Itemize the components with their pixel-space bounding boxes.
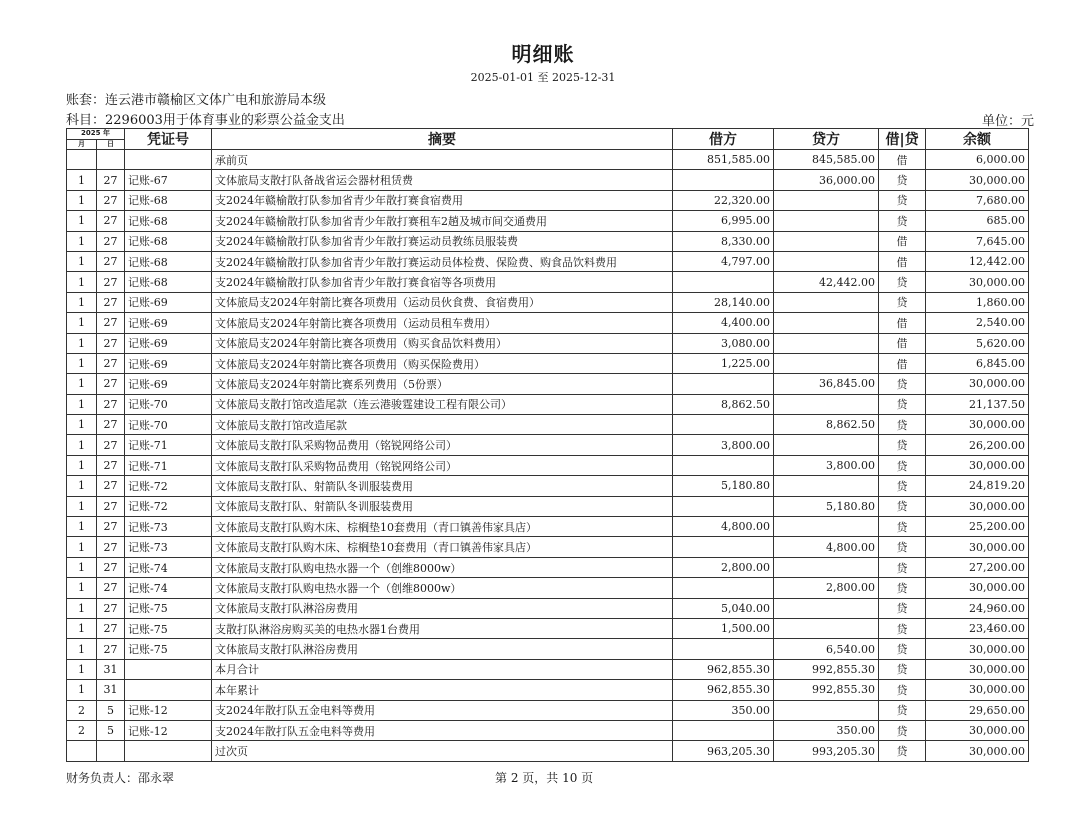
cell-voucher: 记账-68 — [125, 272, 212, 292]
cell-credit: 4,800.00 — [774, 537, 879, 557]
cell-debit — [673, 455, 774, 475]
cell-month: 1 — [67, 435, 97, 455]
cell-summary: 支2024年赣榆散打队参加省青少年散打赛运动员体检费、保险费、购食品饮料费用 — [212, 251, 673, 271]
cell-credit: 6,540.00 — [774, 639, 879, 659]
cell-voucher: 记账-69 — [125, 313, 212, 333]
cell-summary: 支2024年赣榆散打队参加省青少年散打赛运动员教练员服装费 — [212, 231, 673, 251]
table-row — [67, 435, 1029, 455]
unit-label: 单位：元 — [981, 114, 1034, 129]
cell-summary: 支2024年赣榆散打队参加省青少年散打赛食宿费用 — [212, 190, 673, 210]
cell-month — [67, 741, 97, 761]
cell-voucher: 记账-74 — [125, 557, 212, 577]
cell-direction: 贷 — [879, 517, 926, 537]
cell-month: 1 — [67, 353, 97, 373]
cell-month: 1 — [67, 496, 97, 516]
cell-summary: 文体旅局支散打队购木床、棕榈垫10套费用（青口镇善伟家具店） — [212, 537, 673, 557]
cell-day: 27 — [97, 333, 125, 353]
table-row — [67, 618, 1029, 638]
cell-month — [67, 150, 97, 170]
cell-summary: 文体旅局支散打队购电热水器一个（创维8000w） — [212, 557, 673, 577]
table-row — [67, 557, 1029, 577]
cell-voucher: 记账-75 — [125, 598, 212, 618]
cell-debit: 851,585.00 — [673, 150, 774, 170]
cell-balance: 30,000.00 — [926, 578, 1029, 598]
table-row — [67, 333, 1029, 353]
cell-direction: 贷 — [879, 680, 926, 700]
cell-summary: 支散打队淋浴房购买美的电热水器1台费用 — [212, 618, 673, 638]
cell-direction: 贷 — [879, 578, 926, 598]
cell-credit — [774, 353, 879, 373]
cell-summary: 文体旅局支散打队采购物品费用（铭锐网络公司） — [212, 435, 673, 455]
cell-summary: 本年累计 — [212, 680, 673, 700]
cell-direction: 贷 — [879, 639, 926, 659]
table-row — [67, 720, 1029, 740]
cell-debit: 962,855.30 — [673, 659, 774, 679]
cell-voucher: 记账-73 — [125, 537, 212, 557]
cell-credit — [774, 211, 879, 231]
table-row — [67, 455, 1029, 475]
cell-summary: 文体旅局支散打馆改造尾款 — [212, 415, 673, 435]
cell-day: 27 — [97, 435, 125, 455]
cell-voucher: 记账-69 — [125, 292, 212, 312]
cell-voucher: 记账-68 — [125, 211, 212, 231]
cell-day: 31 — [97, 659, 125, 679]
cell-balance: 5,620.00 — [926, 333, 1029, 353]
cell-credit — [774, 476, 879, 496]
cell-debit: 5,180.80 — [673, 476, 774, 496]
cell-month: 1 — [67, 517, 97, 537]
cell-credit — [774, 313, 879, 333]
cell-summary: 文体旅局支散打队、射箭队冬训服装费用 — [212, 476, 673, 496]
cell-credit: 2,800.00 — [774, 578, 879, 598]
cell-day: 27 — [97, 211, 125, 231]
cell-direction: 贷 — [879, 741, 926, 761]
table-row — [67, 170, 1029, 190]
table-row — [67, 251, 1029, 271]
cell-balance: 26,200.00 — [926, 435, 1029, 455]
cell-voucher: 记账-72 — [125, 476, 212, 496]
cell-balance: 25,200.00 — [926, 517, 1029, 537]
cell-summary: 文体旅局支散打队采购物品费用（铭锐网络公司） — [212, 455, 673, 475]
cell-credit: 36,845.00 — [774, 374, 879, 394]
cell-day — [97, 150, 125, 170]
cell-voucher: 记账-12 — [125, 700, 212, 720]
cell-summary: 承前页 — [212, 150, 673, 170]
cell-voucher: 记账-75 — [125, 618, 212, 638]
cell-credit — [774, 557, 879, 577]
cell-balance: 29,650.00 — [926, 700, 1029, 720]
cell-balance: 30,000.00 — [926, 639, 1029, 659]
cell-summary: 文体旅局支2024年射箭比赛各项费用（购买食品饮料费用） — [212, 333, 673, 353]
cell-day: 27 — [97, 170, 125, 190]
table-row — [67, 476, 1029, 496]
cell-summary: 文体旅局支散打队备战省运会器材租赁费 — [212, 170, 673, 190]
cell-credit — [774, 251, 879, 271]
cell-debit: 963,205.30 — [673, 741, 774, 761]
table-row — [67, 374, 1029, 394]
cell-month: 1 — [67, 251, 97, 271]
cell-summary: 文体旅局支散打队购木床、棕榈垫10套费用（青口镇善伟家具店） — [212, 517, 673, 537]
cell-credit — [774, 333, 879, 353]
cell-balance: 6,000.00 — [926, 150, 1029, 170]
cell-month: 1 — [67, 537, 97, 557]
cell-debit: 1,500.00 — [673, 618, 774, 638]
cell-direction: 贷 — [879, 537, 926, 557]
cell-direction: 借 — [879, 333, 926, 353]
cell-day: 27 — [97, 639, 125, 659]
cell-debit: 8,330.00 — [673, 231, 774, 251]
cell-month: 1 — [67, 170, 97, 190]
cell-day: 27 — [97, 517, 125, 537]
cell-month: 1 — [67, 598, 97, 618]
cell-direction: 贷 — [879, 190, 926, 210]
cell-direction: 贷 — [879, 435, 926, 455]
table-row — [67, 190, 1029, 210]
cell-debit: 3,080.00 — [673, 333, 774, 353]
cell-month: 1 — [67, 659, 97, 679]
cell-debit — [673, 578, 774, 598]
cell-summary: 文体旅局支2024年射箭比赛各项费用（运动员伙食费、食宿费用） — [212, 292, 673, 312]
cell-voucher: 记账-75 — [125, 639, 212, 659]
table-row — [67, 353, 1029, 373]
header-balance: 余额 — [926, 129, 1029, 150]
cell-credit — [774, 618, 879, 638]
cell-credit — [774, 394, 879, 414]
cell-day: 27 — [97, 231, 125, 251]
cell-month: 1 — [67, 455, 97, 475]
cell-day: 27 — [97, 476, 125, 496]
cell-direction: 贷 — [879, 394, 926, 414]
cell-debit: 8,862.50 — [673, 394, 774, 414]
cell-summary: 支2024年赣榆散打队参加省青少年散打赛租车2趟及城市间交通费用 — [212, 211, 673, 231]
cell-balance: 30,000.00 — [926, 659, 1029, 679]
cell-voucher — [125, 680, 212, 700]
cell-voucher — [125, 150, 212, 170]
cell-debit — [673, 639, 774, 659]
cell-month: 2 — [67, 700, 97, 720]
cell-direction: 贷 — [879, 700, 926, 720]
table-row — [67, 598, 1029, 618]
cell-month: 1 — [67, 680, 97, 700]
cell-voucher: 记账-70 — [125, 415, 212, 435]
cell-direction: 贷 — [879, 659, 926, 679]
cell-day: 5 — [97, 700, 125, 720]
cell-balance: 30,000.00 — [926, 455, 1029, 475]
table-row — [67, 211, 1029, 231]
cell-month: 1 — [67, 292, 97, 312]
cell-month: 1 — [67, 557, 97, 577]
table-row — [67, 272, 1029, 292]
cell-credit: 3,800.00 — [774, 455, 879, 475]
cell-day: 27 — [97, 557, 125, 577]
cell-debit: 6,995.00 — [673, 211, 774, 231]
cell-balance: 30,000.00 — [926, 170, 1029, 190]
table-row — [67, 231, 1029, 251]
table-row — [67, 517, 1029, 537]
table-row — [67, 680, 1029, 700]
cell-credit — [774, 700, 879, 720]
cell-direction: 贷 — [879, 720, 926, 740]
cell-summary: 支2024年散打队五金电料等费用 — [212, 700, 673, 720]
cell-direction: 借 — [879, 313, 926, 333]
cell-credit — [774, 231, 879, 251]
cell-balance: 7,680.00 — [926, 190, 1029, 210]
cell-summary: 文体旅局支散打队、射箭队冬训服装费用 — [212, 496, 673, 516]
cell-debit — [673, 415, 774, 435]
cell-balance: 30,000.00 — [926, 680, 1029, 700]
cell-balance: 30,000.00 — [926, 374, 1029, 394]
cell-month: 1 — [67, 211, 97, 231]
header-credit: 贷方 — [774, 129, 879, 150]
cell-day: 27 — [97, 496, 125, 516]
cell-month: 1 — [67, 190, 97, 210]
cell-balance: 24,819.20 — [926, 476, 1029, 496]
cell-day: 27 — [97, 618, 125, 638]
cell-credit — [774, 190, 879, 210]
cell-balance: 27,200.00 — [926, 557, 1029, 577]
header-month: 月 — [67, 139, 97, 150]
cell-month: 1 — [67, 333, 97, 353]
cell-debit: 5,040.00 — [673, 598, 774, 618]
cell-credit: 36,000.00 — [774, 170, 879, 190]
cell-direction: 贷 — [879, 272, 926, 292]
cell-month: 1 — [67, 231, 97, 251]
cell-direction: 贷 — [879, 415, 926, 435]
cell-debit: 962,855.30 — [673, 680, 774, 700]
cell-credit: 993,205.30 — [774, 741, 879, 761]
cell-month: 1 — [67, 394, 97, 414]
cell-month: 2 — [67, 720, 97, 740]
cell-month: 1 — [67, 476, 97, 496]
subject-label: 科目：2296003用于体育事业的彩票公益金支出 — [66, 113, 345, 128]
cell-credit — [774, 598, 879, 618]
cell-balance: 2,540.00 — [926, 313, 1029, 333]
cell-debit — [673, 374, 774, 394]
cell-direction: 借 — [879, 251, 926, 271]
table-row — [67, 659, 1029, 679]
header-day: 日 — [97, 139, 125, 150]
ledger-header — [67, 129, 1029, 150]
table-row — [67, 741, 1029, 761]
header-summary: 摘要 — [212, 129, 673, 150]
cell-month: 1 — [67, 272, 97, 292]
cell-day: 27 — [97, 353, 125, 373]
cell-balance: 21,137.50 — [926, 394, 1029, 414]
cell-debit — [673, 272, 774, 292]
cell-balance: 30,000.00 — [926, 415, 1029, 435]
cell-summary: 文体旅局支散打队购电热水器一个（创维8000w） — [212, 578, 673, 598]
table-row — [67, 394, 1029, 414]
header-year: 2025 年 — [67, 129, 125, 140]
cell-credit: 350.00 — [774, 720, 879, 740]
cell-balance: 6,845.00 — [926, 353, 1029, 373]
cell-direction: 贷 — [879, 455, 926, 475]
header-voucher: 凭证号 — [125, 129, 212, 150]
cell-summary: 支2024年赣榆散打队参加省青少年散打赛食宿等各项费用 — [212, 272, 673, 292]
cell-balance: 30,000.00 — [926, 496, 1029, 516]
cell-credit: 845,585.00 — [774, 150, 879, 170]
cell-credit — [774, 292, 879, 312]
cell-direction: 贷 — [879, 557, 926, 577]
cell-debit: 4,797.00 — [673, 251, 774, 271]
cell-debit: 22,320.00 — [673, 190, 774, 210]
cell-summary: 文体旅局支2024年射箭比赛各项费用（购买保险费用） — [212, 353, 673, 373]
cell-voucher: 记账-71 — [125, 455, 212, 475]
cell-day: 31 — [97, 680, 125, 700]
cell-summary: 文体旅局支散打队淋浴房费用 — [212, 598, 673, 618]
cell-voucher — [125, 659, 212, 679]
cell-day: 27 — [97, 394, 125, 414]
cell-voucher: 记账-69 — [125, 333, 212, 353]
cell-voucher: 记账-68 — [125, 231, 212, 251]
cell-credit — [774, 517, 879, 537]
table-row — [67, 700, 1029, 720]
header-direction: 借|贷 — [879, 129, 926, 150]
cell-direction: 贷 — [879, 170, 926, 190]
table-row — [67, 537, 1029, 557]
cell-balance: 7,645.00 — [926, 231, 1029, 251]
cell-balance: 685.00 — [926, 211, 1029, 231]
cell-summary: 过次页 — [212, 741, 673, 761]
cell-debit: 2,800.00 — [673, 557, 774, 577]
ledger-period: 2025-01-01 至 2025-12-31 — [470, 71, 616, 84]
table-row — [67, 415, 1029, 435]
cell-voucher: 记账-12 — [125, 720, 212, 740]
account-set-label: 账套：连云港市赣榆区文体广电和旅游局本级 — [66, 93, 327, 108]
cell-direction: 贷 — [879, 476, 926, 496]
cell-direction: 贷 — [879, 211, 926, 231]
cell-balance: 23,460.00 — [926, 618, 1029, 638]
cell-day: 27 — [97, 415, 125, 435]
cell-balance: 30,000.00 — [926, 720, 1029, 740]
table-row — [67, 639, 1029, 659]
cell-balance: 12,442.00 — [926, 251, 1029, 271]
cell-debit: 4,400.00 — [673, 313, 774, 333]
cell-day: 27 — [97, 598, 125, 618]
cell-summary: 本月合计 — [212, 659, 673, 679]
cell-summary: 支2024年散打队五金电料等费用 — [212, 720, 673, 740]
cell-credit: 992,855.30 — [774, 680, 879, 700]
cell-summary: 文体旅局支散打馆改造尾款（连云港骏霆建设工程有限公司） — [212, 394, 673, 414]
cell-summary: 文体旅局支2024年射箭比赛系列费用（5份票） — [212, 374, 673, 394]
cell-summary: 文体旅局支2024年射箭比赛各项费用（运动员租车费用） — [212, 313, 673, 333]
cell-direction: 贷 — [879, 496, 926, 516]
cell-debit — [673, 537, 774, 557]
cell-voucher: 记账-72 — [125, 496, 212, 516]
ledger-title: 明细账 — [511, 42, 575, 66]
header-debit: 借方 — [673, 129, 774, 150]
cell-credit: 5,180.80 — [774, 496, 879, 516]
cell-debit: 350.00 — [673, 700, 774, 720]
cell-voucher: 记账-67 — [125, 170, 212, 190]
table-row — [67, 313, 1029, 333]
cell-voucher — [125, 741, 212, 761]
cell-voucher: 记账-70 — [125, 394, 212, 414]
cell-debit: 28,140.00 — [673, 292, 774, 312]
cell-day: 5 — [97, 720, 125, 740]
cell-day: 27 — [97, 537, 125, 557]
cell-debit — [673, 170, 774, 190]
cell-summary: 文体旅局支散打队淋浴房费用 — [212, 639, 673, 659]
cell-credit: 42,442.00 — [774, 272, 879, 292]
cell-direction: 贷 — [879, 374, 926, 394]
cell-month: 1 — [67, 415, 97, 435]
cell-direction: 借 — [879, 150, 926, 170]
ledger-table — [66, 128, 1029, 762]
cell-credit: 992,855.30 — [774, 659, 879, 679]
cell-month: 1 — [67, 313, 97, 333]
cell-direction: 贷 — [879, 598, 926, 618]
cell-day: 27 — [97, 455, 125, 475]
cell-voucher: 记账-68 — [125, 190, 212, 210]
cell-month: 1 — [67, 639, 97, 659]
cell-day: 27 — [97, 578, 125, 598]
ledger-body — [67, 150, 1029, 762]
cell-credit — [774, 435, 879, 455]
cell-balance: 30,000.00 — [926, 741, 1029, 761]
cell-day: 27 — [97, 313, 125, 333]
table-row — [67, 578, 1029, 598]
cell-month: 1 — [67, 374, 97, 394]
cell-balance: 30,000.00 — [926, 537, 1029, 557]
finance-manager-label: 财务负责人：邵永翠 — [66, 771, 175, 785]
cell-direction: 借 — [879, 353, 926, 373]
cell-voucher: 记账-73 — [125, 517, 212, 537]
cell-direction: 贷 — [879, 618, 926, 638]
cell-balance: 24,960.00 — [926, 598, 1029, 618]
cell-voucher: 记账-68 — [125, 251, 212, 271]
table-row — [67, 150, 1029, 170]
cell-voucher: 记账-74 — [125, 578, 212, 598]
cell-debit — [673, 720, 774, 740]
table-row — [67, 496, 1029, 516]
cell-month: 1 — [67, 578, 97, 598]
cell-debit: 4,800.00 — [673, 517, 774, 537]
cell-day: 27 — [97, 251, 125, 271]
cell-direction: 贷 — [879, 292, 926, 312]
cell-day: 27 — [97, 374, 125, 394]
cell-voucher: 记账-69 — [125, 353, 212, 373]
cell-day: 27 — [97, 272, 125, 292]
cell-balance: 1,860.00 — [926, 292, 1029, 312]
page-indicator: 第 2 页，共 10 页 — [495, 771, 594, 785]
cell-direction: 借 — [879, 231, 926, 251]
cell-balance: 30,000.00 — [926, 272, 1029, 292]
cell-voucher: 记账-69 — [125, 374, 212, 394]
cell-credit: 8,862.50 — [774, 415, 879, 435]
cell-day: 27 — [97, 292, 125, 312]
cell-debit: 3,800.00 — [673, 435, 774, 455]
cell-debit: 1,225.00 — [673, 353, 774, 373]
cell-day — [97, 741, 125, 761]
cell-month: 1 — [67, 618, 97, 638]
cell-debit — [673, 496, 774, 516]
table-row — [67, 292, 1029, 312]
cell-day: 27 — [97, 190, 125, 210]
cell-voucher: 记账-71 — [125, 435, 212, 455]
